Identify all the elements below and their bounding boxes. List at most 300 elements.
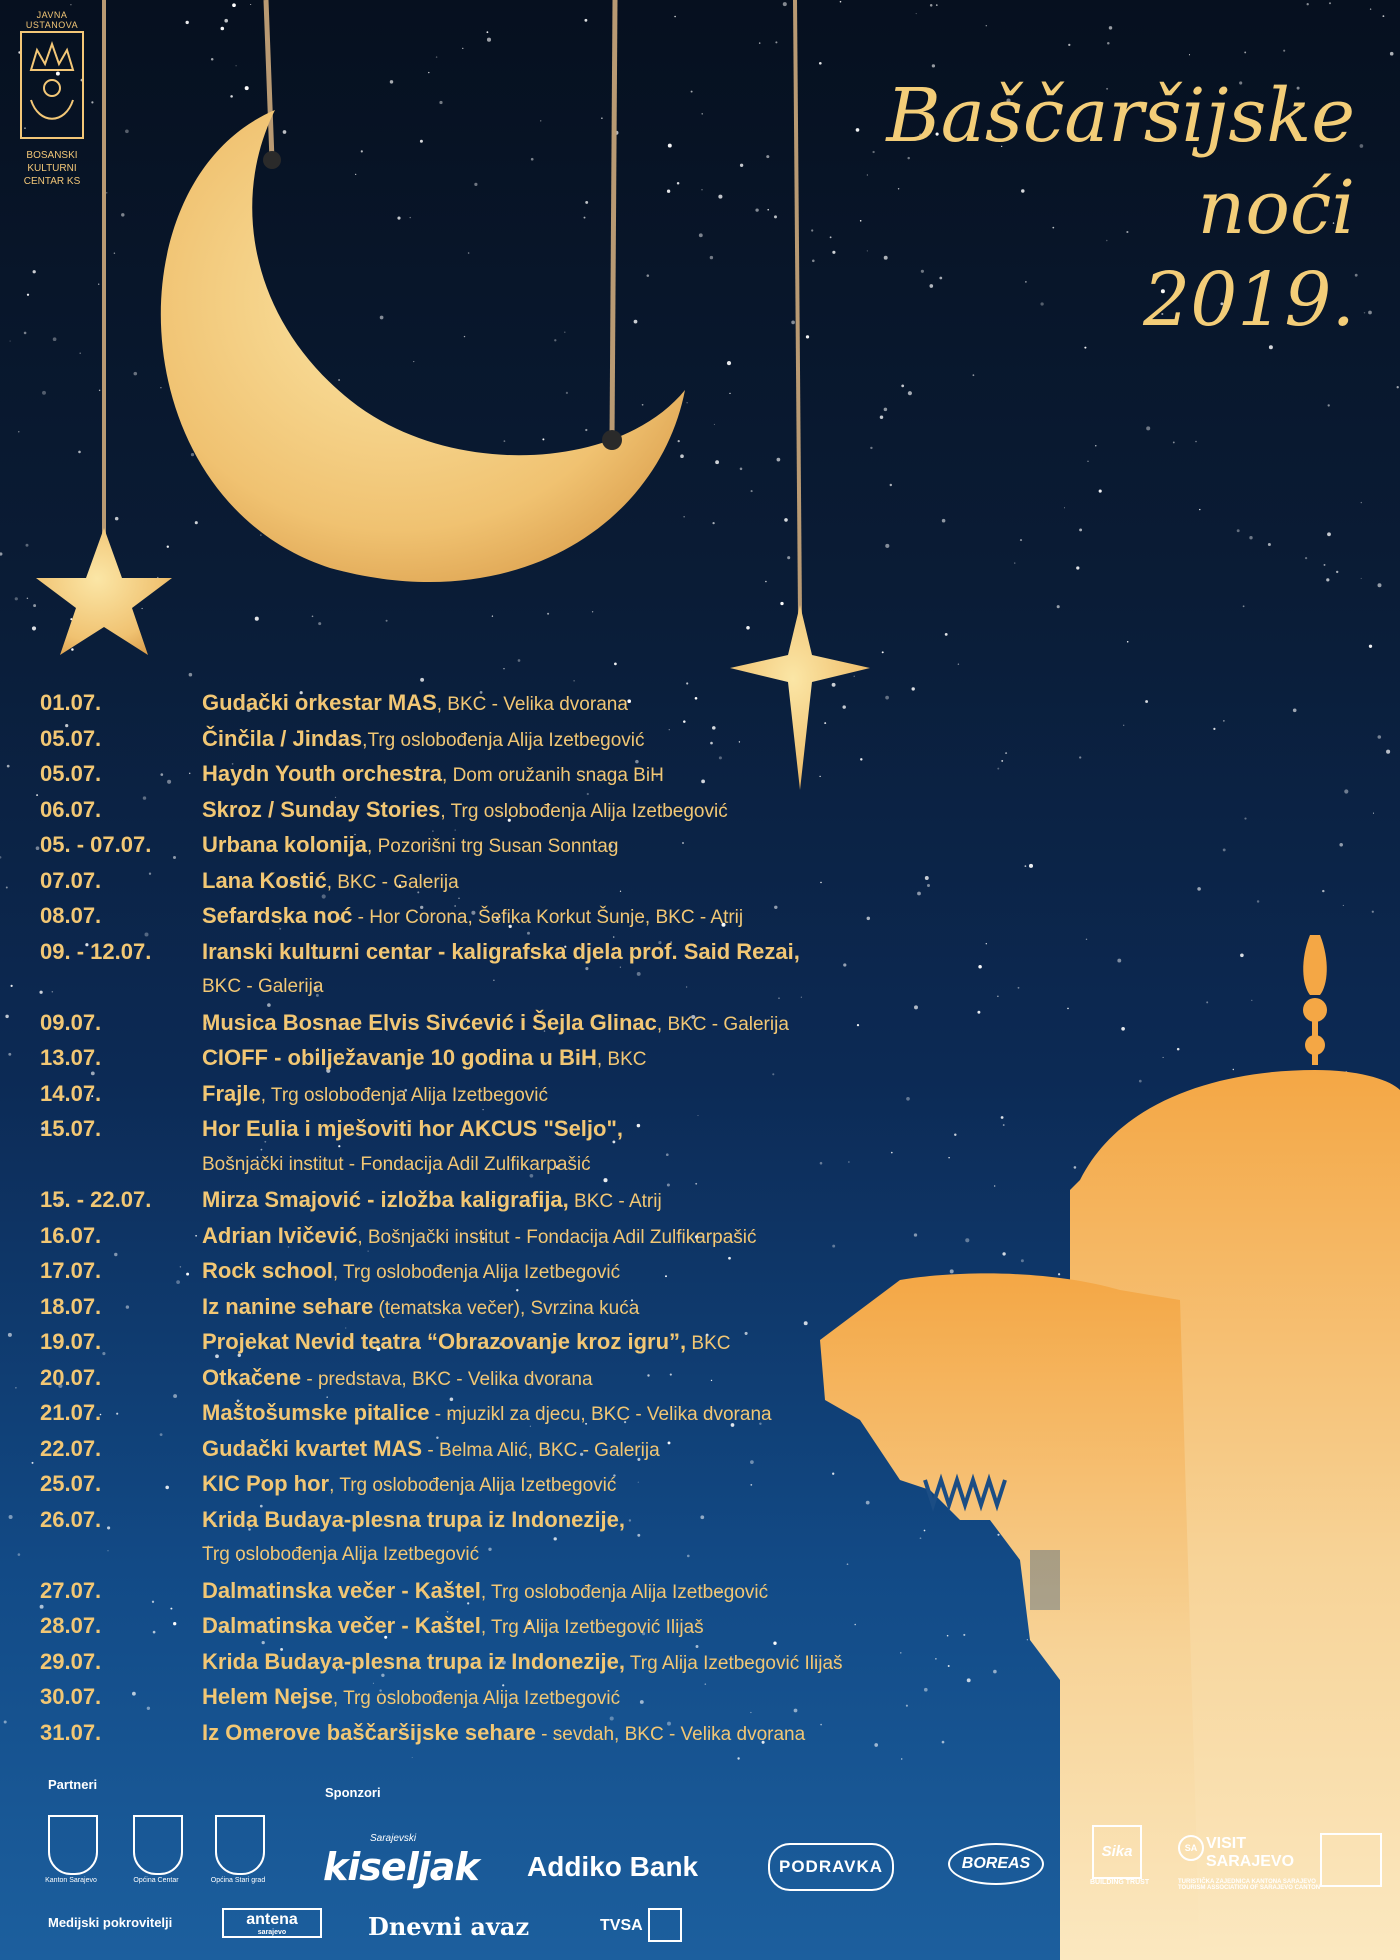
star-dot bbox=[927, 884, 930, 887]
centar-crest-icon bbox=[133, 1815, 183, 1875]
star-dot bbox=[691, 91, 693, 93]
star-dot bbox=[36, 794, 38, 796]
event-title: KIC Pop hor bbox=[202, 1471, 330, 1496]
star-dot bbox=[260, 535, 261, 536]
star-dot bbox=[714, 424, 715, 425]
star-dot bbox=[870, 447, 872, 449]
logo-line: KULTURNI bbox=[27, 163, 77, 174]
star-dot bbox=[386, 620, 388, 622]
star-dot bbox=[740, 164, 743, 167]
star-dot bbox=[1327, 532, 1331, 536]
event-venue: , Trg oslobođenja Alija Izetbegović bbox=[440, 800, 728, 822]
star-dot bbox=[811, 229, 813, 231]
star-dot bbox=[1173, 441, 1175, 443]
star-dot bbox=[1257, 900, 1259, 902]
crescent-moon bbox=[161, 110, 685, 582]
star-dot bbox=[1003, 1124, 1005, 1126]
star-dot bbox=[1177, 1048, 1180, 1051]
star-dot bbox=[8, 1053, 11, 1056]
star-dot bbox=[1305, 557, 1307, 559]
star-dot bbox=[1373, 813, 1374, 814]
star-dot bbox=[492, 615, 493, 616]
schedule-row bbox=[40, 1715, 920, 1751]
star-dot bbox=[930, 4, 933, 7]
star-dot bbox=[1079, 756, 1081, 758]
event-text bbox=[202, 1076, 548, 1114]
star-dot bbox=[710, 256, 713, 259]
star-dot bbox=[986, 943, 987, 944]
star-dot bbox=[71, 648, 74, 651]
star-dot bbox=[759, 42, 760, 43]
event-venue: , Trg Alija Izetbegović Ilijaš bbox=[480, 1617, 704, 1638]
event-text bbox=[202, 1537, 479, 1573]
star-dot bbox=[1243, 605, 1245, 607]
star-dot bbox=[1001, 760, 1003, 762]
star-dot bbox=[355, 174, 356, 175]
star-dot bbox=[540, 120, 541, 121]
tvsa-mark-icon bbox=[648, 1908, 682, 1942]
star-dot bbox=[777, 458, 781, 462]
schedule-row bbox=[40, 1431, 920, 1467]
star-dot bbox=[1233, 1069, 1234, 1070]
event-venue: , Dom oružanih snaga BiH bbox=[442, 765, 664, 786]
visit-sarajevo-tagline bbox=[1178, 1879, 1328, 1891]
star-dot bbox=[1025, 865, 1027, 867]
event-venue: , BKC bbox=[596, 1049, 647, 1070]
star-dot bbox=[791, 321, 795, 325]
star-dot bbox=[436, 56, 437, 57]
tvsa-logo: TVSA bbox=[600, 1917, 643, 1934]
star-dot bbox=[601, 118, 602, 119]
star-dot bbox=[840, 1, 842, 3]
schedule-row bbox=[40, 934, 920, 970]
event-venue: (tematska večer), Svrzina kuća bbox=[373, 1297, 640, 1319]
event-schedule bbox=[40, 685, 920, 1750]
star-dot bbox=[712, 522, 714, 524]
star-dot bbox=[380, 316, 384, 320]
star-dot bbox=[997, 768, 999, 770]
star-dot bbox=[1095, 445, 1096, 446]
star-dot bbox=[4, 1721, 7, 1724]
schedule-row bbox=[40, 1466, 920, 1502]
visit-sarajevo-badge-icon: SA bbox=[1178, 1835, 1204, 1861]
star-dot bbox=[668, 144, 672, 148]
schedule-row bbox=[40, 1608, 920, 1644]
star-dot bbox=[114, 252, 115, 253]
star-dot bbox=[106, 192, 108, 194]
star-dot bbox=[699, 233, 703, 237]
star-dot bbox=[1372, 911, 1374, 913]
schedule-row bbox=[40, 863, 920, 899]
star-dot bbox=[1329, 2, 1331, 4]
star-dot bbox=[963, 1634, 965, 1636]
star-dot bbox=[235, 65, 236, 66]
star-dot bbox=[1087, 461, 1088, 462]
star-dot bbox=[186, 21, 189, 24]
star-dot bbox=[687, 402, 688, 403]
event-date: 09. - 12.07. bbox=[40, 938, 152, 964]
event-date: 08.07. bbox=[40, 903, 102, 928]
star-dot bbox=[462, 48, 463, 49]
star-dot bbox=[1382, 15, 1384, 17]
star-dot bbox=[428, 72, 429, 73]
star-dot bbox=[740, 468, 743, 471]
star-dot bbox=[585, 429, 587, 431]
schedule-row bbox=[40, 1218, 920, 1254]
title-line: Baščaršijske bbox=[886, 73, 1355, 159]
star-dot bbox=[925, 876, 929, 880]
star-dot bbox=[994, 1185, 995, 1186]
event-title: Iz nanine sehare bbox=[202, 1293, 374, 1319]
star-dot bbox=[1123, 725, 1124, 726]
schedule-row bbox=[40, 792, 920, 828]
event-date: 05.07. bbox=[40, 761, 102, 786]
star-dot bbox=[1206, 1001, 1208, 1003]
star-dot bbox=[585, 201, 588, 204]
antena-name: antena bbox=[246, 1911, 298, 1928]
star-dot bbox=[1058, 1273, 1060, 1275]
star-dot bbox=[1109, 26, 1112, 29]
star-dot bbox=[255, 617, 259, 621]
star-dot bbox=[1360, 144, 1364, 148]
star-dot bbox=[684, 516, 685, 517]
event-text bbox=[202, 1218, 756, 1256]
star-dot bbox=[819, 62, 822, 65]
star-dot bbox=[1244, 51, 1246, 53]
star-dot bbox=[932, 64, 935, 67]
star-dot bbox=[1339, 843, 1343, 847]
star-dot bbox=[674, 16, 676, 18]
star-dot bbox=[211, 58, 214, 61]
title-line: noći bbox=[1197, 165, 1355, 251]
star-dot bbox=[718, 195, 722, 199]
star-dot bbox=[361, 150, 363, 152]
event-text bbox=[202, 1466, 616, 1504]
star-dot bbox=[487, 38, 491, 42]
star-dot bbox=[15, 1387, 17, 1389]
event-text bbox=[202, 969, 323, 1005]
event-text bbox=[202, 1147, 591, 1183]
event-text bbox=[202, 792, 728, 830]
schedule-row bbox=[40, 898, 920, 934]
event-date: 06.07. bbox=[40, 796, 102, 822]
star-dot bbox=[1397, 386, 1399, 388]
event-venue: , Trg oslobođenja Alija Izetbegović bbox=[260, 1084, 548, 1106]
event-date: 29.07. bbox=[40, 1648, 102, 1674]
star-dot bbox=[774, 215, 777, 218]
event-text bbox=[202, 1324, 731, 1362]
event-venue: - predstava, BKC - Velika dvorana bbox=[301, 1368, 593, 1390]
event-venue: - Belma Alić, BKC - Galerija bbox=[422, 1439, 660, 1461]
sika-logo: Sika bbox=[1092, 1825, 1142, 1879]
schedule-row bbox=[40, 1502, 920, 1538]
star-dot bbox=[715, 460, 719, 464]
star-dot bbox=[10, 341, 11, 342]
event-text bbox=[202, 934, 800, 972]
star-dot bbox=[1057, 605, 1060, 608]
hanging-string bbox=[795, 0, 800, 615]
star-dot bbox=[1139, 1080, 1142, 1083]
star-dot bbox=[8, 1333, 12, 1337]
star-dot bbox=[1361, 502, 1362, 503]
event-date: 20.07. bbox=[40, 1364, 102, 1390]
star-dot bbox=[26, 544, 29, 547]
star-dot bbox=[27, 598, 28, 599]
star-dot bbox=[15, 597, 18, 600]
event-text bbox=[202, 1679, 620, 1717]
visit-sarajevo-logo: VISIT SARAJEVO bbox=[1206, 1835, 1295, 1870]
star-dot bbox=[542, 438, 544, 440]
star-dot bbox=[614, 663, 617, 666]
star-dot bbox=[767, 209, 769, 211]
event-venue: , BKC - Galerija bbox=[656, 1013, 789, 1035]
star-dot bbox=[965, 1238, 969, 1242]
schedule-row bbox=[40, 685, 920, 721]
star-dot bbox=[5, 1015, 8, 1018]
dnevni-avaz-logo: Dnevni avaz bbox=[368, 1912, 530, 1941]
event-title: Sefardska noć bbox=[202, 903, 353, 928]
moon-hole bbox=[602, 430, 622, 450]
schedule-row bbox=[40, 1182, 920, 1218]
schedule-row bbox=[40, 1573, 920, 1609]
schedule-row bbox=[40, 1644, 920, 1680]
star-dot bbox=[230, 95, 233, 98]
star-dot bbox=[564, 332, 565, 333]
star-dot bbox=[1018, 987, 1020, 989]
star-dot bbox=[412, 1757, 413, 1758]
star-dot bbox=[547, 613, 549, 615]
star-dot bbox=[1074, 1166, 1077, 1169]
star-dot bbox=[410, 217, 411, 218]
addiko-logo: Addiko Bank bbox=[527, 1851, 699, 1882]
star-dot bbox=[1355, 274, 1358, 277]
star-dot bbox=[1223, 720, 1224, 721]
hanging-string bbox=[612, 0, 615, 440]
event-venue: ,Trg oslobođenja Alija Izetbegović bbox=[362, 729, 645, 751]
star-dot bbox=[1390, 52, 1394, 56]
schedule-row bbox=[40, 1324, 920, 1360]
event-title: Urbana kolonija bbox=[202, 832, 368, 857]
star-dot bbox=[1163, 1057, 1164, 1058]
event-date: 14.07. bbox=[40, 1080, 102, 1106]
event-text bbox=[202, 827, 618, 865]
event-title: Frajle bbox=[202, 1080, 261, 1106]
star-dot bbox=[390, 80, 393, 83]
star-dot bbox=[32, 626, 36, 630]
star-dot bbox=[997, 996, 998, 997]
star-dot bbox=[1249, 536, 1252, 539]
kiseljak-logo: kiseljak bbox=[323, 1845, 479, 1889]
star-dot bbox=[1370, 8, 1371, 9]
star-dot bbox=[787, 556, 790, 559]
event-title: Gudački orkestar MAS bbox=[202, 690, 437, 715]
star-dot bbox=[977, 1011, 980, 1014]
star-dot bbox=[0, 856, 1, 858]
star-dot bbox=[880, 415, 883, 418]
star-dot bbox=[53, 337, 57, 341]
star-dot bbox=[1368, 311, 1372, 315]
star-dot bbox=[1021, 1259, 1024, 1262]
star-dot bbox=[115, 517, 119, 521]
schedule-row bbox=[40, 1537, 920, 1573]
event-venue: BKC bbox=[686, 1333, 731, 1354]
star-dot bbox=[1195, 441, 1197, 443]
event-venue: Bošnjački institut - Fondacija Adil Zulfikarpašić bbox=[202, 1153, 591, 1175]
star-dot bbox=[642, 404, 644, 406]
star-dot bbox=[504, 440, 506, 442]
star-dot bbox=[945, 633, 948, 636]
event-text bbox=[202, 1502, 625, 1540]
schedule-row bbox=[40, 1679, 920, 1715]
star-dot bbox=[954, 1133, 956, 1135]
star-dot bbox=[420, 678, 424, 682]
star-dot bbox=[1068, 44, 1070, 46]
schedule-row bbox=[40, 1076, 920, 1112]
star-dot bbox=[1127, 641, 1129, 643]
star-dot bbox=[1268, 543, 1271, 546]
schedule-row bbox=[40, 1360, 920, 1396]
star-dot bbox=[755, 208, 758, 211]
event-title: Rock school bbox=[202, 1258, 333, 1283]
star-dot bbox=[1146, 426, 1150, 430]
kanton-crest-icon bbox=[48, 1815, 98, 1875]
star-dot bbox=[1293, 708, 1297, 712]
media-label: Medijski pokrovitelji bbox=[48, 1915, 173, 1930]
logo-line: BOSANSKI bbox=[26, 150, 78, 161]
star-dot bbox=[1324, 564, 1326, 566]
star-dot bbox=[468, 252, 470, 254]
star-dot bbox=[0, 552, 2, 555]
star-dot bbox=[167, 546, 169, 548]
star-dot bbox=[78, 451, 81, 454]
event-date: 09.07. bbox=[40, 1009, 102, 1035]
event-title: Iz Omerove baščaršijske sehare bbox=[202, 1719, 536, 1745]
event-text bbox=[202, 1573, 768, 1611]
star-dot bbox=[936, 4, 938, 6]
event-text bbox=[202, 1182, 662, 1220]
stari-grad-crest-icon bbox=[215, 1815, 265, 1875]
event-date: 28.07. bbox=[40, 1613, 102, 1638]
star-dot bbox=[667, 190, 670, 193]
star-dot bbox=[70, 4, 71, 5]
star-dot bbox=[27, 294, 29, 296]
event-title: Dalmatinska večer - Kaštel bbox=[202, 1577, 481, 1603]
event-text bbox=[202, 1608, 704, 1646]
city-partner-logo-icon bbox=[1320, 1833, 1382, 1887]
schedule-row bbox=[40, 1005, 920, 1041]
event-date: 18.07. bbox=[40, 1293, 102, 1319]
event-date: 22.07. bbox=[40, 1435, 102, 1461]
star-dot bbox=[318, 622, 321, 625]
star-dot bbox=[908, 391, 912, 395]
event-title: Maštošumske pitalice bbox=[202, 1400, 430, 1425]
event-venue: , Pozorišni trg Susan Sonntag bbox=[367, 836, 619, 857]
schedule-row bbox=[40, 1253, 920, 1289]
star-dot bbox=[924, 1530, 926, 1532]
star-dot bbox=[978, 965, 982, 969]
star-dot bbox=[890, 484, 892, 486]
star-dot bbox=[160, 387, 161, 388]
star-dot bbox=[338, 379, 340, 381]
star-dot bbox=[1240, 953, 1244, 957]
star-dot bbox=[677, 182, 680, 185]
star-dot bbox=[33, 270, 36, 273]
star-dot bbox=[224, 19, 228, 23]
star-dot bbox=[751, 490, 753, 492]
boreas-logo: BOREAS bbox=[948, 1843, 1044, 1885]
star-dot bbox=[737, 1757, 739, 1759]
star-dot bbox=[18, 431, 19, 432]
star-dot bbox=[885, 544, 889, 548]
event-date: 05.07. bbox=[40, 725, 102, 751]
star-dot bbox=[647, 274, 650, 277]
event-venue: Trg Alija Izetbegović Ilijaš bbox=[624, 1652, 843, 1674]
star-dot bbox=[1336, 571, 1338, 573]
star-dot bbox=[1084, 347, 1086, 349]
star-dot bbox=[1343, 905, 1344, 906]
star-dot bbox=[121, 213, 124, 216]
star-dot bbox=[195, 521, 198, 524]
event-venue: - Hor Corona, Šefika Korkut Šunje, BKC - Atrij bbox=[352, 907, 744, 928]
star-dot bbox=[474, 183, 477, 186]
event-title: Krida Budaya-plesna trupa iz Indonezije, bbox=[202, 1506, 625, 1532]
star-dot bbox=[986, 25, 987, 26]
star-dot bbox=[1378, 583, 1382, 587]
star-dot bbox=[250, 4, 251, 5]
star-dot bbox=[464, 336, 465, 337]
event-venue: BKC - Atrij bbox=[568, 1191, 662, 1212]
kiseljak-tagline: Sarajevski bbox=[370, 1833, 417, 1844]
star-dot bbox=[98, 284, 99, 285]
star-dot bbox=[9, 1515, 13, 1519]
sika-tagline: BUILDING TRUST bbox=[1090, 1879, 1150, 1886]
star-dot bbox=[1326, 578, 1329, 581]
star-dot bbox=[854, 676, 855, 677]
star-dot bbox=[916, 13, 917, 14]
visit-sub-line: TURISTIČKA ZAJEDNICA KANTONA SARAJEVO bbox=[1178, 1879, 1316, 1885]
star-dot bbox=[948, 1665, 950, 1667]
star-dot bbox=[993, 1670, 997, 1674]
title-line: 2019. bbox=[1143, 257, 1355, 343]
star-dot bbox=[413, 361, 414, 362]
antena-sub: sarajevo bbox=[257, 1929, 287, 1936]
star-dot bbox=[1361, 578, 1362, 579]
star-dot bbox=[1369, 645, 1372, 648]
event-text bbox=[202, 1253, 620, 1291]
event-text bbox=[202, 721, 645, 759]
star-dot bbox=[958, 663, 959, 664]
schedule-row bbox=[40, 827, 920, 863]
star-dot bbox=[1244, 818, 1246, 820]
event-title: Krida Budaya-plesna trupa iz Indonezije, bbox=[202, 1648, 625, 1674]
star-dot bbox=[584, 217, 586, 219]
star-dot bbox=[935, 1658, 936, 1659]
logo-top-text: JAVNA USTANOVA bbox=[25, 10, 79, 30]
star-dot bbox=[6, 887, 8, 889]
star-dot bbox=[283, 130, 287, 134]
star-dot bbox=[439, 101, 442, 104]
event-venue: , BKC - Velika dvorana bbox=[436, 694, 628, 715]
sponsors-label: Sponzori bbox=[325, 1785, 381, 1800]
star-dot bbox=[36, 846, 40, 850]
event-date: 21.07. bbox=[40, 1400, 102, 1425]
star-dot bbox=[1364, 312, 1365, 313]
partner-name: Općina Stari grad bbox=[210, 1877, 266, 1884]
star-dot bbox=[784, 518, 788, 522]
event-text bbox=[202, 1431, 660, 1469]
star-dot bbox=[79, 353, 80, 354]
star-dot bbox=[942, 1741, 945, 1744]
